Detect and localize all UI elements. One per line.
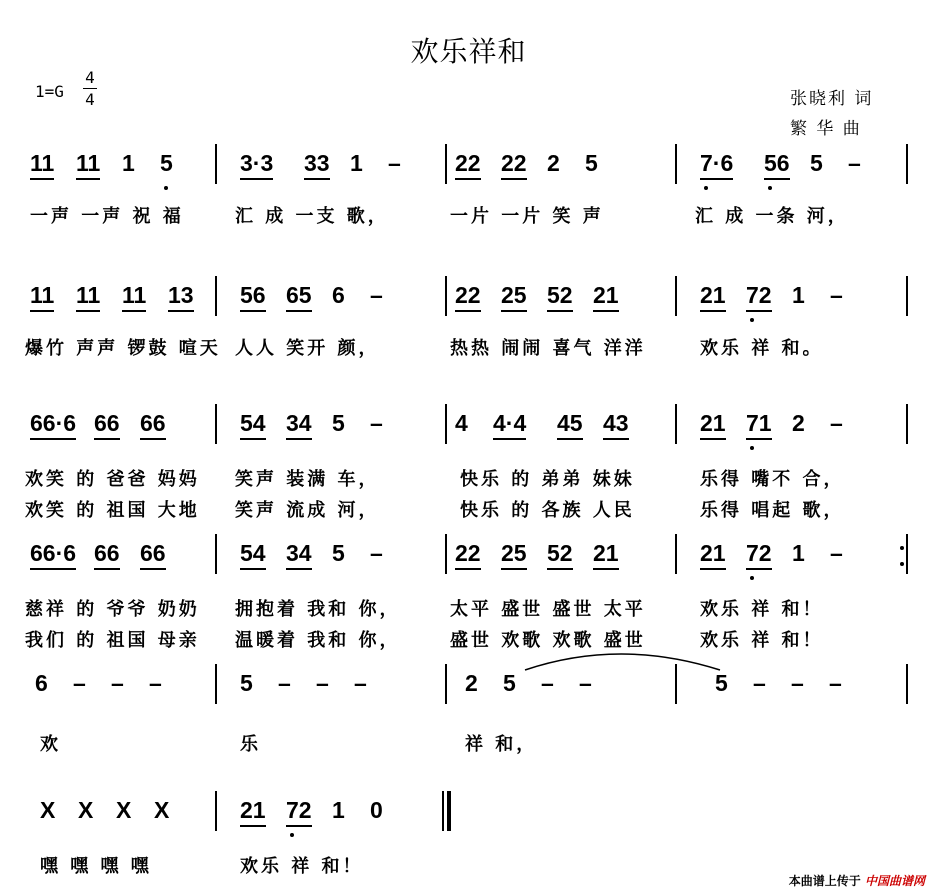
lyric-line: 欢 bbox=[40, 734, 61, 755]
note bbox=[700, 540, 726, 566]
note-text: 25 bbox=[501, 282, 527, 308]
note-text: 22 bbox=[455, 540, 481, 566]
note bbox=[332, 797, 345, 823]
note-text: 52 bbox=[547, 282, 573, 308]
note-text: 11 bbox=[30, 150, 55, 176]
key-signature: 1=G bbox=[35, 82, 64, 101]
note bbox=[370, 410, 383, 436]
note bbox=[73, 670, 86, 696]
note-text: 4·4 bbox=[493, 410, 527, 436]
note-text: 5 bbox=[332, 410, 345, 436]
lyric-line-verse-2: 乐得 唱起 歌， bbox=[700, 500, 845, 521]
note-text: 21 bbox=[700, 540, 726, 566]
note-text: – bbox=[111, 670, 124, 696]
note bbox=[168, 282, 194, 308]
lyric-line: 欢乐 祥 和！ bbox=[700, 599, 824, 620]
note bbox=[111, 670, 124, 696]
note-text: 72 bbox=[746, 282, 772, 308]
note bbox=[501, 282, 527, 308]
bar-line bbox=[675, 276, 677, 316]
note-text: 25 bbox=[501, 540, 527, 566]
note bbox=[122, 150, 135, 176]
note bbox=[585, 150, 598, 176]
note-text: 21 bbox=[240, 797, 266, 823]
note-text: 56 bbox=[240, 282, 266, 308]
note bbox=[160, 150, 173, 176]
note bbox=[332, 410, 345, 436]
note bbox=[94, 410, 120, 436]
bar-line bbox=[906, 534, 908, 574]
lyric-line: 乐 bbox=[240, 734, 261, 755]
note-text: 66 bbox=[140, 540, 166, 566]
bar-line bbox=[445, 144, 447, 184]
note bbox=[240, 150, 273, 176]
composer-credit: 繁 华 曲 bbox=[790, 119, 862, 139]
lyric-line: 热热 闹闹 喜气 洋洋 bbox=[450, 338, 646, 359]
note-text: 1 bbox=[792, 282, 805, 308]
note-text: 6 bbox=[332, 282, 345, 308]
note-text: 1 bbox=[350, 150, 363, 176]
upload-stamp-text: 本曲谱上传于 bbox=[788, 874, 861, 888]
lyric-line: 慈祥 的 爷爷 奶奶 bbox=[25, 599, 200, 620]
lyric-line: 汇 成 一条 河， bbox=[695, 206, 849, 227]
note-text: 5 bbox=[240, 670, 253, 696]
note-text: 66·6 bbox=[30, 540, 77, 566]
note-text: 66 bbox=[140, 410, 166, 436]
note bbox=[848, 150, 861, 176]
note-text: 5 bbox=[503, 670, 516, 696]
lyricist-credit: 张晓利 词 bbox=[790, 89, 874, 109]
note-text: 71 bbox=[746, 410, 772, 436]
lyric-line: 拥抱着 我和 你， bbox=[235, 599, 401, 620]
bar-line bbox=[906, 144, 908, 184]
bar-line bbox=[906, 276, 908, 316]
note-text: – bbox=[370, 540, 383, 566]
note bbox=[40, 797, 55, 823]
bar-line bbox=[445, 664, 447, 704]
note-text: 5 bbox=[332, 540, 345, 566]
note bbox=[94, 540, 120, 566]
note bbox=[829, 670, 842, 696]
note-text: 54 bbox=[240, 540, 266, 566]
note bbox=[76, 282, 100, 308]
note-text: – bbox=[830, 282, 843, 308]
note-text: X bbox=[40, 797, 56, 823]
note bbox=[286, 410, 312, 436]
note-text: 11 bbox=[122, 282, 147, 308]
note-text: – bbox=[579, 670, 592, 696]
lyric-line-verse-2: 欢乐 祥 和！ bbox=[700, 630, 824, 651]
bar-line bbox=[215, 144, 217, 184]
note-text: 22 bbox=[455, 150, 481, 176]
note-text: 6 bbox=[35, 670, 48, 696]
note bbox=[455, 540, 481, 566]
note-text: 66 bbox=[94, 410, 120, 436]
note-text: 1 bbox=[332, 797, 345, 823]
note bbox=[122, 282, 146, 308]
note-text: 2 bbox=[465, 670, 478, 696]
final-bar-line bbox=[447, 791, 451, 831]
site-logo: 中国曲谱网 bbox=[864, 874, 925, 888]
note bbox=[700, 410, 726, 436]
note-text: X bbox=[78, 797, 94, 823]
note-text: 2 bbox=[792, 410, 805, 436]
lyric-line: 笑声 装满 车， bbox=[235, 469, 380, 490]
note bbox=[700, 150, 733, 176]
note-text: 11 bbox=[76, 282, 101, 308]
note bbox=[830, 540, 843, 566]
note bbox=[140, 540, 166, 566]
note-text: – bbox=[829, 670, 842, 696]
note-text: 43 bbox=[603, 410, 629, 436]
note-text: 5 bbox=[160, 150, 173, 176]
bar-line bbox=[442, 791, 444, 831]
note bbox=[370, 540, 383, 566]
note bbox=[746, 410, 772, 436]
lyric-line: 祥 和， bbox=[465, 734, 538, 755]
time-signature-bottom: 4 bbox=[85, 90, 95, 109]
note-text: 1 bbox=[122, 150, 135, 176]
note-text: – bbox=[388, 150, 401, 176]
note bbox=[240, 670, 253, 696]
note bbox=[30, 410, 76, 436]
lyric-line: 汇 成 一支 歌， bbox=[235, 206, 389, 227]
note bbox=[547, 282, 573, 308]
note-text: 5 bbox=[715, 670, 728, 696]
note bbox=[140, 410, 166, 436]
note bbox=[493, 410, 526, 436]
note bbox=[35, 670, 48, 696]
note bbox=[792, 282, 805, 308]
note bbox=[603, 410, 629, 436]
score-title: 欢乐祥和 bbox=[410, 35, 527, 68]
note-text: 5 bbox=[585, 150, 598, 176]
bar-line bbox=[675, 404, 677, 444]
note bbox=[316, 670, 329, 696]
note-text: – bbox=[73, 670, 86, 696]
lyric-line: 一片 一片 笑 声 bbox=[450, 206, 604, 227]
bar-line bbox=[445, 404, 447, 444]
bar-line bbox=[215, 276, 217, 316]
bar-line bbox=[675, 144, 677, 184]
note bbox=[332, 282, 345, 308]
bar-line bbox=[445, 276, 447, 316]
note bbox=[30, 540, 76, 566]
note bbox=[354, 670, 367, 696]
note-text: X bbox=[116, 797, 132, 823]
lyric-line-verse-2: 温暖着 我和 你， bbox=[235, 630, 401, 651]
note bbox=[593, 540, 619, 566]
bar-line bbox=[906, 664, 908, 704]
lyric-line: 欢乐 祥 和。 bbox=[700, 338, 824, 359]
note bbox=[350, 150, 363, 176]
note-text: 56 bbox=[764, 150, 790, 176]
lyric-line: 快乐 的 弟弟 妹妹 bbox=[460, 469, 635, 490]
bar-line bbox=[906, 404, 908, 444]
time-signature-top: 4 bbox=[85, 68, 95, 87]
note bbox=[286, 797, 312, 823]
upload-stamp bbox=[789, 872, 925, 889]
lyric-line-verse-2: 快乐 的 各族 人民 bbox=[460, 500, 635, 521]
note-text: 34 bbox=[286, 410, 312, 436]
note bbox=[370, 797, 383, 823]
note-text: 45 bbox=[557, 410, 583, 436]
note bbox=[240, 797, 266, 823]
bar-line bbox=[675, 534, 677, 574]
note-text: 21 bbox=[700, 410, 726, 436]
note bbox=[278, 670, 291, 696]
bar-line bbox=[445, 534, 447, 574]
note bbox=[304, 150, 330, 176]
note bbox=[332, 540, 345, 566]
note bbox=[240, 540, 266, 566]
note bbox=[455, 282, 481, 308]
lyric-line: 太平 盛世 盛世 太平 bbox=[450, 599, 646, 620]
note-text: 1 bbox=[792, 540, 805, 566]
note bbox=[154, 797, 169, 823]
note bbox=[746, 540, 772, 566]
note-text: 22 bbox=[455, 282, 481, 308]
time-signature bbox=[83, 70, 97, 108]
note bbox=[388, 150, 401, 176]
note bbox=[503, 670, 516, 696]
note-text: 22 bbox=[501, 150, 527, 176]
bar-line bbox=[215, 404, 217, 444]
lyric-line: 欢笑 的 爸爸 妈妈 bbox=[25, 469, 200, 490]
note-text: X bbox=[154, 797, 170, 823]
bar-line bbox=[215, 534, 217, 574]
note bbox=[792, 540, 805, 566]
note-text: 4 bbox=[455, 410, 468, 436]
note-text: 52 bbox=[547, 540, 573, 566]
note-text: – bbox=[830, 540, 843, 566]
note bbox=[501, 540, 527, 566]
note-text: – bbox=[370, 410, 383, 436]
note-text: 21 bbox=[593, 540, 619, 566]
note bbox=[547, 150, 560, 176]
lyric-line: 嘿 嘿 嘿 嘿 bbox=[40, 856, 152, 877]
note-text: 21 bbox=[593, 282, 619, 308]
slur bbox=[520, 644, 820, 674]
note-text: 13 bbox=[168, 282, 194, 308]
note-text: – bbox=[354, 670, 367, 696]
note bbox=[455, 150, 481, 176]
note-text: – bbox=[541, 670, 554, 696]
note-text: 66 bbox=[94, 540, 120, 566]
note-text: 34 bbox=[286, 540, 312, 566]
lyric-line-verse-2: 欢笑 的 祖国 大地 bbox=[25, 500, 200, 521]
note bbox=[830, 282, 843, 308]
note bbox=[557, 410, 583, 436]
note bbox=[455, 410, 468, 436]
note-text: – bbox=[848, 150, 861, 176]
note bbox=[30, 150, 54, 176]
lyric-line: 乐得 嘴不 合， bbox=[700, 469, 845, 490]
note-text: – bbox=[791, 670, 804, 696]
note-text: 66·6 bbox=[30, 410, 77, 436]
note bbox=[830, 410, 843, 436]
note-text: 72 bbox=[286, 797, 312, 823]
note-text: 2 bbox=[547, 150, 560, 176]
note bbox=[764, 150, 790, 176]
note bbox=[465, 670, 478, 696]
bar-line bbox=[215, 791, 217, 831]
note-text: 54 bbox=[240, 410, 266, 436]
lyric-line: 一声 一声 祝 福 bbox=[30, 206, 184, 227]
note-text: – bbox=[149, 670, 162, 696]
note bbox=[286, 282, 312, 308]
lyric-line: 欢乐 祥 和！ bbox=[240, 856, 364, 877]
note-text: – bbox=[753, 670, 766, 696]
lyric-line-verse-2: 笑声 流成 河， bbox=[235, 500, 380, 521]
note bbox=[240, 282, 266, 308]
note bbox=[286, 540, 312, 566]
note-text: 5 bbox=[810, 150, 823, 176]
note-text: – bbox=[370, 282, 383, 308]
note-text: – bbox=[278, 670, 291, 696]
bar-line bbox=[215, 664, 217, 704]
note bbox=[30, 282, 54, 308]
lyric-line: 爆竹 声声 锣鼓 喧天 bbox=[25, 338, 221, 359]
note bbox=[501, 150, 527, 176]
note bbox=[593, 282, 619, 308]
note-text: 65 bbox=[286, 282, 312, 308]
note bbox=[370, 282, 383, 308]
note bbox=[792, 410, 805, 436]
repeat-dot bbox=[900, 546, 904, 550]
note-text: 11 bbox=[76, 150, 101, 176]
lyric-line-verse-2: 我们 的 祖国 母亲 bbox=[25, 630, 200, 651]
note bbox=[547, 540, 573, 566]
note bbox=[810, 150, 823, 176]
lyric-line-verse-2: 盛世 欢歌 欢歌 盛世 bbox=[450, 630, 646, 651]
note-text: 72 bbox=[746, 540, 772, 566]
note-text: 0 bbox=[370, 797, 383, 823]
note-text: 3·3 bbox=[240, 150, 274, 176]
note bbox=[76, 150, 100, 176]
lyric-line: 人人 笑开 颜， bbox=[235, 338, 380, 359]
note-text: – bbox=[830, 410, 843, 436]
note bbox=[116, 797, 131, 823]
note-text: 21 bbox=[700, 282, 726, 308]
note bbox=[700, 282, 726, 308]
note-text: 33 bbox=[304, 150, 330, 176]
note-text: – bbox=[316, 670, 329, 696]
note bbox=[149, 670, 162, 696]
note bbox=[240, 410, 266, 436]
note-text: 7·6 bbox=[700, 150, 734, 176]
note bbox=[746, 282, 772, 308]
repeat-dot bbox=[900, 562, 904, 566]
note bbox=[78, 797, 93, 823]
note-text: 11 bbox=[30, 282, 55, 308]
